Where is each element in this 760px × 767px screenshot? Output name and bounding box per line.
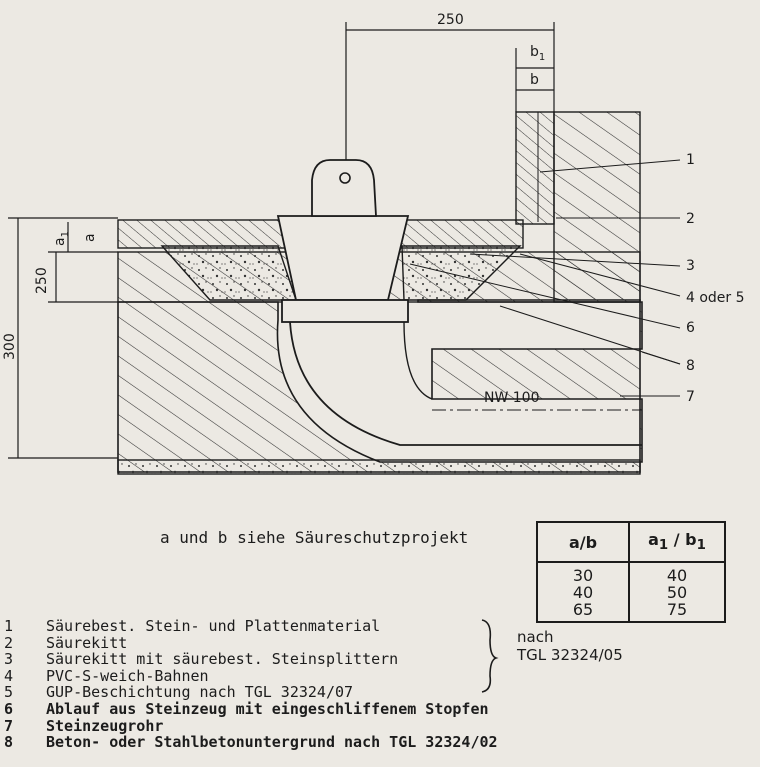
legend-row: 1 Säurebest. Stein- und Plattenmaterial <box>4 617 381 635</box>
dim-300: 300 <box>2 333 18 360</box>
brace <box>482 620 496 692</box>
callout-3: 3 <box>686 258 695 274</box>
legend-row: 2 Säurekitt <box>4 633 128 652</box>
dim-250-top: 250 <box>437 12 464 28</box>
dim-250-vert: 250 <box>34 267 50 294</box>
callout-1: 1 <box>686 152 695 168</box>
legend-row: 3 Säurekitt mit säurebest. Steinsplittern <box>4 650 399 669</box>
dim-b1: $b_1$ <box>530 44 546 63</box>
dim-a: a <box>82 233 98 242</box>
dim-a1: $a_1$ <box>52 231 71 246</box>
legend-row: 4 PVC-S-weich-Bahnen <box>4 666 209 685</box>
caption: a und b siehe Säureschutzprojekt <box>160 528 469 547</box>
callout-8: 8 <box>686 358 695 374</box>
callout-4-5: 4 oder 5 <box>686 290 745 306</box>
th-a1b1: $a_1 / b_1$ <box>629 522 725 562</box>
legend-row: 6 Ablauf aus Steinzeug mit eingeschliffenem Stopfen <box>4 699 489 718</box>
nach-tgl: nach TGL 32324/05 <box>517 628 623 664</box>
legend-row: 7 Steinzeugrohr <box>4 716 164 735</box>
legend-row: 5 GUP-Beschichtung nach TGL 32324/07 <box>4 683 354 702</box>
callout-6: 6 <box>686 320 695 336</box>
col-a1b1-values: 40 50 75 <box>629 562 725 622</box>
dim-b: b <box>530 72 539 88</box>
callout-2: 2 <box>686 211 695 227</box>
nw-label: NW 100 <box>484 390 540 406</box>
legend-row: 8 Beton- oder Stahlbetonuntergrund nach TGL 32324/02 <box>4 733 498 752</box>
col-ab-values: 30 40 65 <box>537 562 629 622</box>
th-ab: a/b <box>537 522 629 562</box>
callout-7: 7 <box>686 389 695 405</box>
